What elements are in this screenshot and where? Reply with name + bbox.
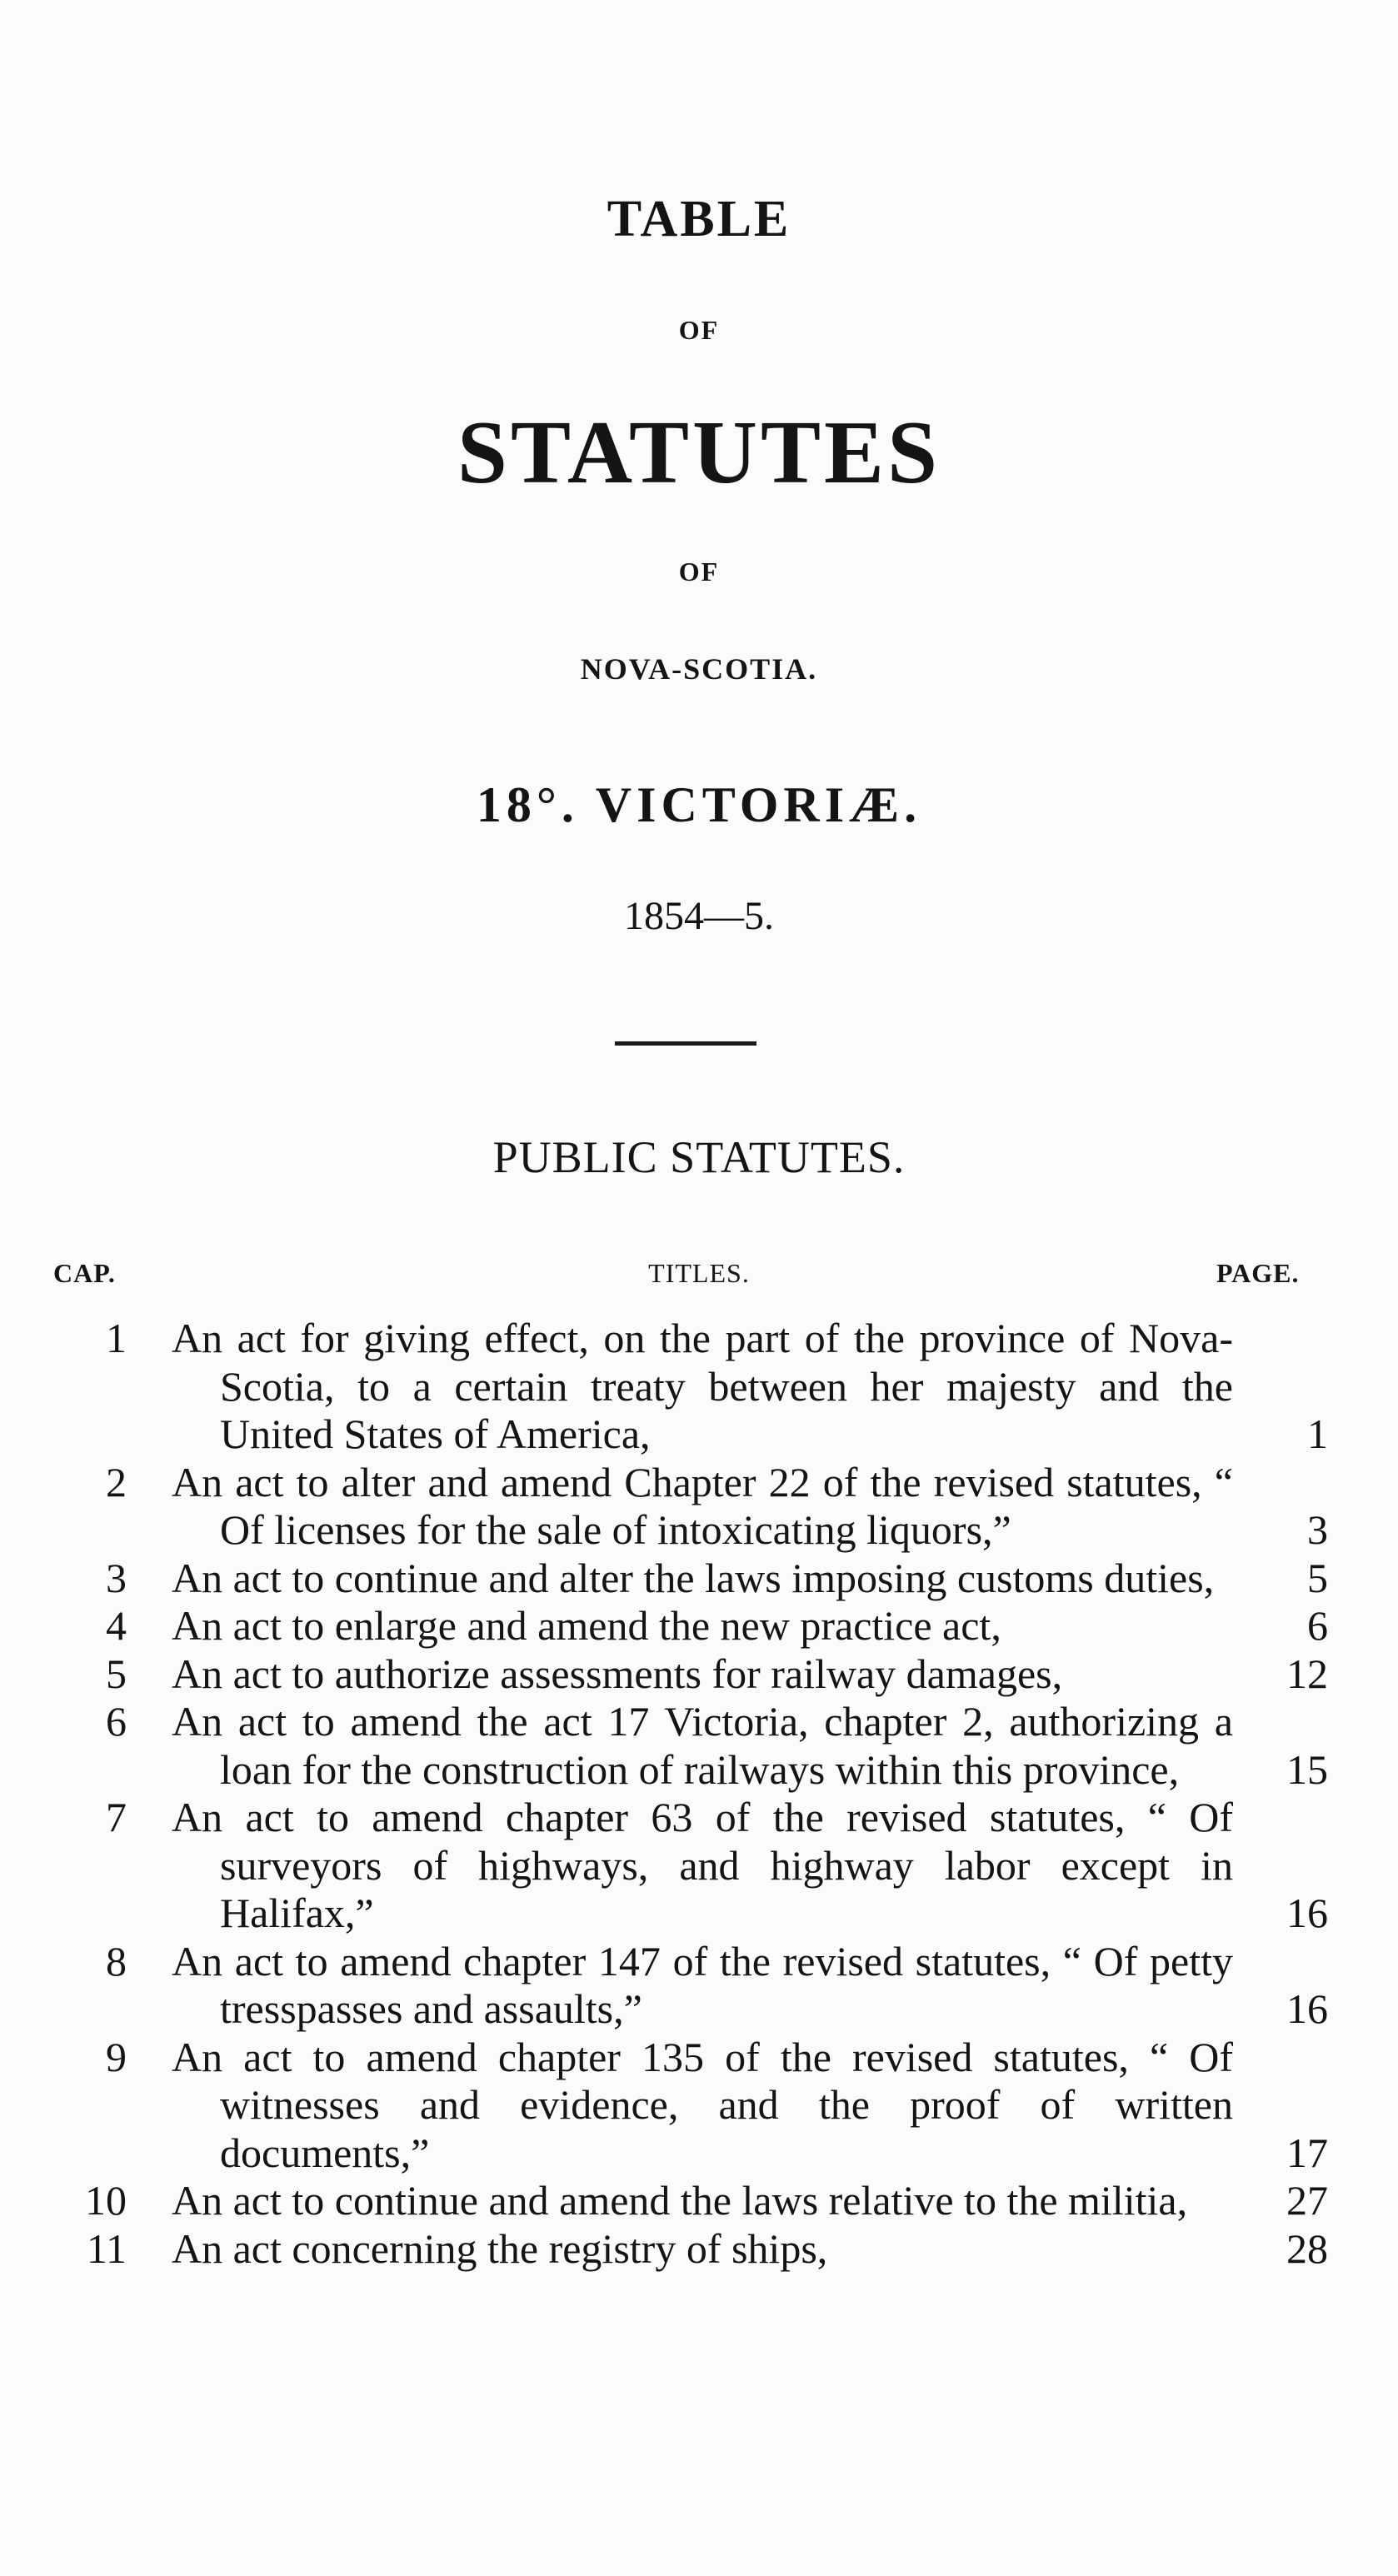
statute-title: An act concerning the registry of ships, (172, 2224, 828, 2272)
heading-of-second: OF (678, 557, 720, 587)
statute-entry (0, 2177, 1398, 2225)
chapter-number: 6 (106, 1698, 127, 1745)
page-number: 3 (1307, 1506, 1328, 1553)
statute-title: An act for giving effect, on the part of the province of Nova-Scotia, to a certain treaty between her majesty and the United States of America, (172, 1315, 1233, 1457)
heading-table: TABLE (607, 191, 791, 247)
divider-rule (615, 1041, 756, 1046)
statute-entry (0, 1938, 1398, 2034)
statute-title: An act to continue and alter the laws imposing customs duties, (172, 1554, 1215, 1601)
statute-title: An act to continue and amend the laws relative to the militia, (172, 2177, 1188, 2224)
heading-statutes: STATUTES (457, 403, 941, 502)
statute-entry (0, 2225, 1398, 2274)
page-number: 28 (1286, 2224, 1328, 2272)
statute-entry (0, 1650, 1398, 1699)
page-number: 5 (1307, 1554, 1328, 1601)
page-number: 12 (1286, 1650, 1328, 1697)
statutes-list (0, 1315, 1398, 2273)
session-years: 1854—5. (624, 894, 774, 938)
column-header-cap: CAP. (53, 1258, 116, 1288)
statute-title: An act to amend chapter 147 of the revised statutes, “ Of petty tresspasses and assaults,” (172, 1937, 1233, 2032)
page-number: 17 (1286, 2129, 1328, 2176)
chapter-number: 8 (106, 1937, 127, 1984)
statute-entry (0, 1698, 1398, 1794)
statute-title: An act to authorize assessments for railway damages, (172, 1650, 1063, 1697)
chapter-number: 5 (106, 1650, 127, 1697)
regnal-year: 18°. VICTORIÆ. (476, 777, 922, 832)
statute-entry (0, 1794, 1398, 1938)
statute-title: An act to alter and amend Chapter 22 of the revised statutes, “ Of licenses for the sale of intoxicating liquors,” (172, 1458, 1233, 1553)
statute-title: An act to amend chapter 63 of the revised statutes, “ Of surveyors of highways, and highway labor except in Halifax,” (172, 1794, 1233, 1936)
statute-entry (0, 1555, 1398, 1603)
chapter-number: 2 (106, 1458, 127, 1505)
page-number: 16 (1286, 1985, 1328, 2032)
statute-title: An act to amend the act 17 Victoria, chapter 2, authorizing a loan for the construction of railways within this province, (172, 1698, 1233, 1793)
page-number: 1 (1307, 1410, 1328, 1457)
heading-of: OF (678, 315, 720, 345)
statute-title: An act to amend chapter 135 of the revised statutes, “ Of witnesses and evidence, and the proof of written documents,” (172, 2033, 1233, 2176)
chapter-number: 10 (85, 2177, 127, 2224)
statute-entry (0, 1315, 1398, 1459)
page-number: 6 (1307, 1602, 1328, 1649)
chapter-number: 9 (106, 2033, 127, 2080)
statute-title: An act to enlarge and amend the new practice act, (172, 1602, 1001, 1649)
section-title: PUBLIC STATUTES. (492, 1132, 906, 1182)
chapter-number: 11 (86, 2224, 127, 2272)
statute-entry (0, 1459, 1398, 1555)
chapter-number: 1 (106, 1315, 127, 1361)
column-header-page: PAGE. (1216, 1258, 1300, 1288)
page-number: 15 (1286, 1745, 1328, 1793)
chapter-number: 3 (106, 1554, 127, 1601)
page-number: 27 (1286, 2177, 1328, 2224)
page-number: 16 (1286, 1890, 1328, 1936)
column-header-titles: TITLES. (648, 1258, 750, 1288)
chapter-number: 7 (106, 1794, 127, 1840)
chapter-number: 4 (106, 1602, 127, 1649)
statute-entry (0, 2034, 1398, 2178)
heading-nova-scotia: NOVA-SCOTIA. (580, 652, 818, 686)
statute-entry (0, 1602, 1398, 1650)
